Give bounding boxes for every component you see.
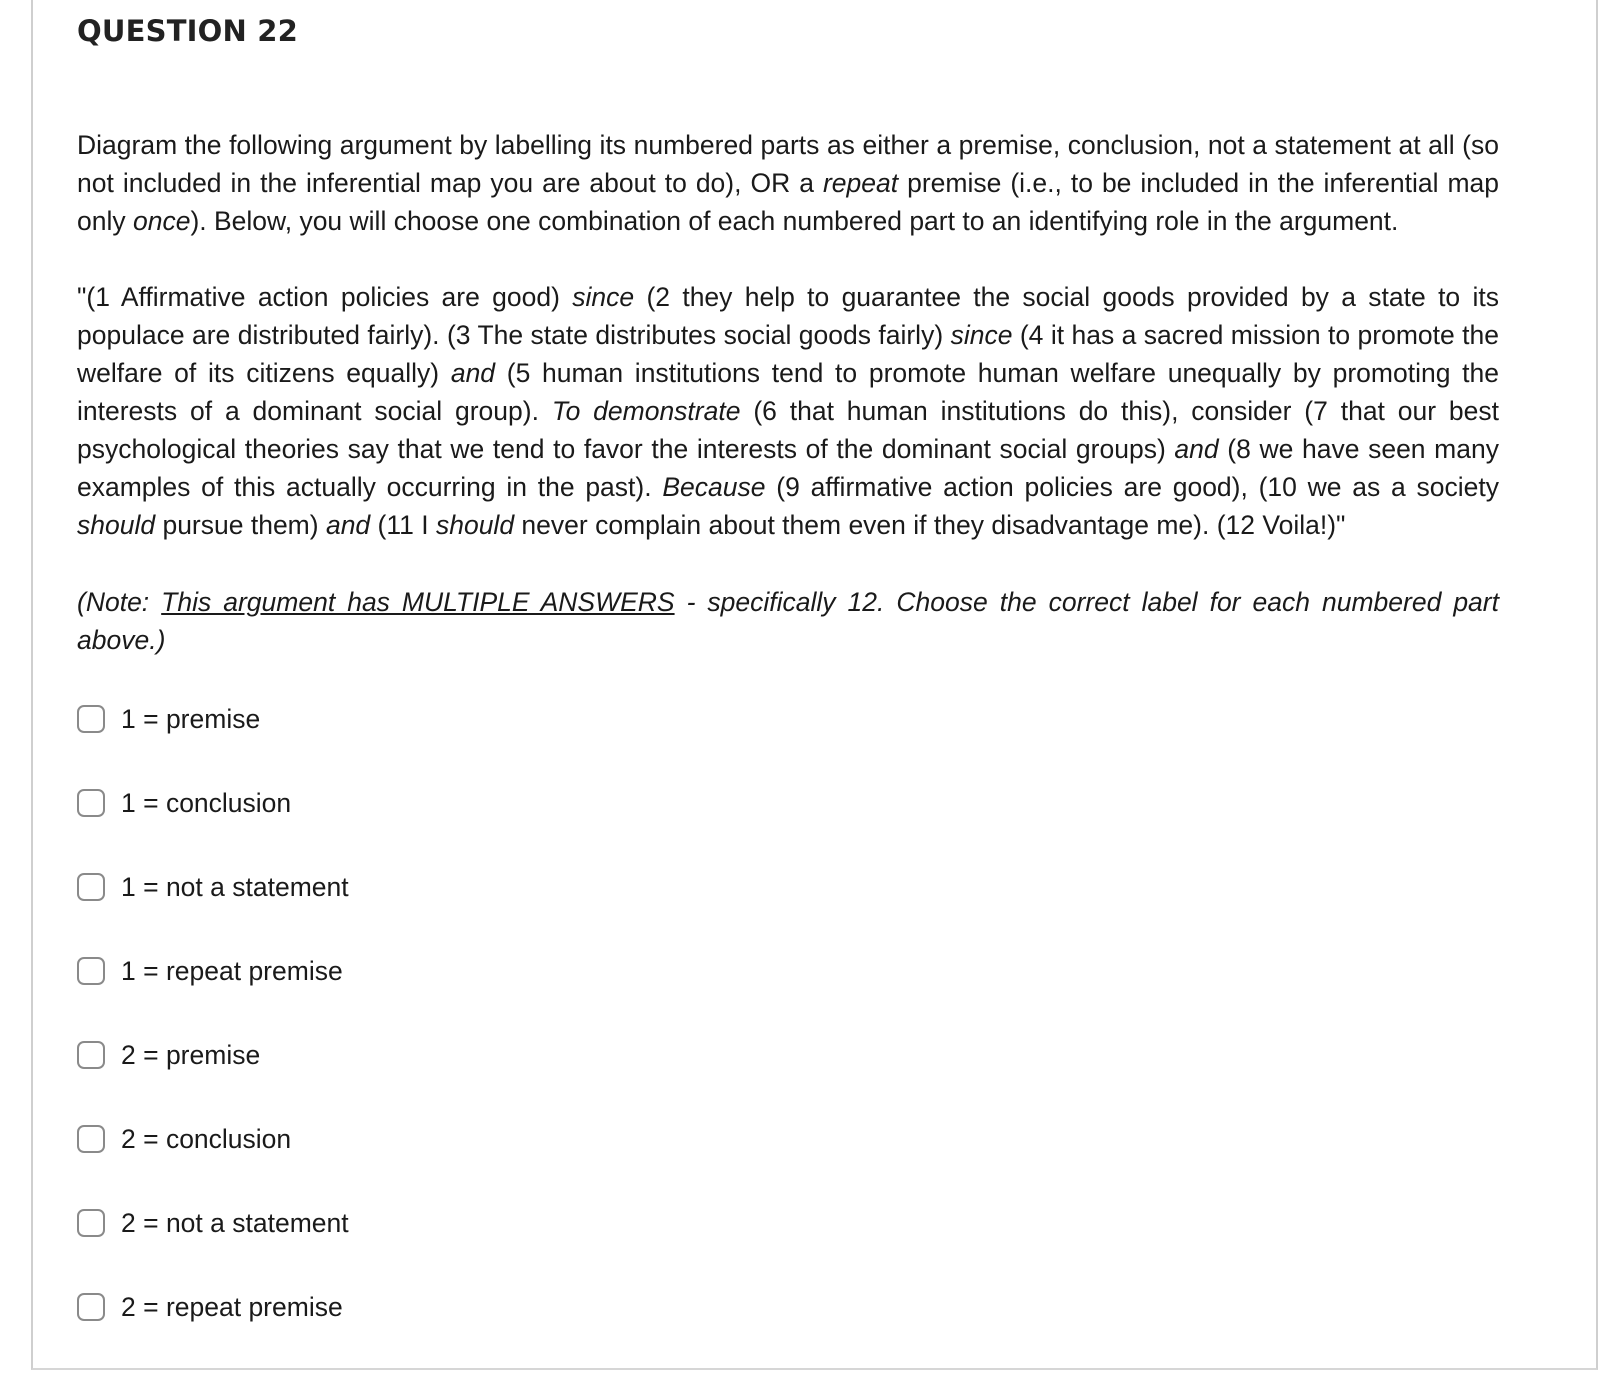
checkbox[interactable] xyxy=(77,1209,105,1237)
checkbox[interactable] xyxy=(77,705,105,733)
option-label: 2 = repeat premise xyxy=(121,1291,343,1322)
option-1-not-a-statement[interactable] xyxy=(77,867,349,907)
checkbox[interactable] xyxy=(77,873,105,901)
instructions-text: Diagram the following argument by labelling its numbered parts as either a premise, conclusion, not a statement at all (so not included in the inferential map you are about to do), OR a repeat premise (i.e., to be included in the inferential map only once). Below, you will choose one combination of each numbered part to an identifying role in the argument. xyxy=(77,130,1500,236)
question-title: QUESTION 22 xyxy=(77,14,299,48)
option-1-repeat-premise[interactable] xyxy=(77,951,349,991)
checkbox[interactable] xyxy=(77,789,105,817)
option-1-premise[interactable] xyxy=(77,699,349,739)
note-text: (Note: This argument has MULTIPLE ANSWERS - specifically 12. Choose the correct label for each numbered part above.) xyxy=(77,587,1499,655)
option-2-conclusion[interactable] xyxy=(77,1119,349,1159)
option-label: 1 = repeat premise xyxy=(121,955,343,986)
answer-options xyxy=(77,699,349,1371)
option-label: 1 = premise xyxy=(121,703,261,734)
option-label: 2 = premise xyxy=(121,1039,261,1070)
option-label: 1 = not a statement xyxy=(121,871,349,902)
option-label: 1 = conclusion xyxy=(121,787,292,818)
checkbox[interactable] xyxy=(77,1125,105,1153)
checkbox[interactable] xyxy=(77,1293,105,1321)
option-1-conclusion[interactable] xyxy=(77,783,349,823)
option-label: 2 = not a statement xyxy=(121,1207,349,1238)
argument-text: "(1 Affirmative action policies are good) since (2 they help to guarantee the social goods provided by a state to its populace are distributed fairly). (3 The state distributes social goods fairly) since (4 it has a sacred mission to promote the welfare of its citizens equally) and (5 human institutions tend to promote human welfare unequally by promoting the interests of a dominant social group). To demonstrate (6 that human institutions do this), consider (7 that our best psychological theories say that we tend to favor the interests of the dominant social groups) and (8 we have seen many examples of this actually occurring in the past). Because (9 affirmative action policies are good), (10 we as a society should pursue them) and (11 I should never complain about them even if they disadvantage me). (12 Voila!)" xyxy=(77,282,1499,540)
option-2-premise[interactable] xyxy=(77,1035,349,1075)
option-2-repeat-premise[interactable] xyxy=(77,1287,349,1327)
option-label: 2 = conclusion xyxy=(121,1123,292,1154)
checkbox[interactable] xyxy=(77,1041,105,1069)
checkbox[interactable] xyxy=(77,957,105,985)
option-2-not-a-statement[interactable] xyxy=(77,1203,349,1243)
